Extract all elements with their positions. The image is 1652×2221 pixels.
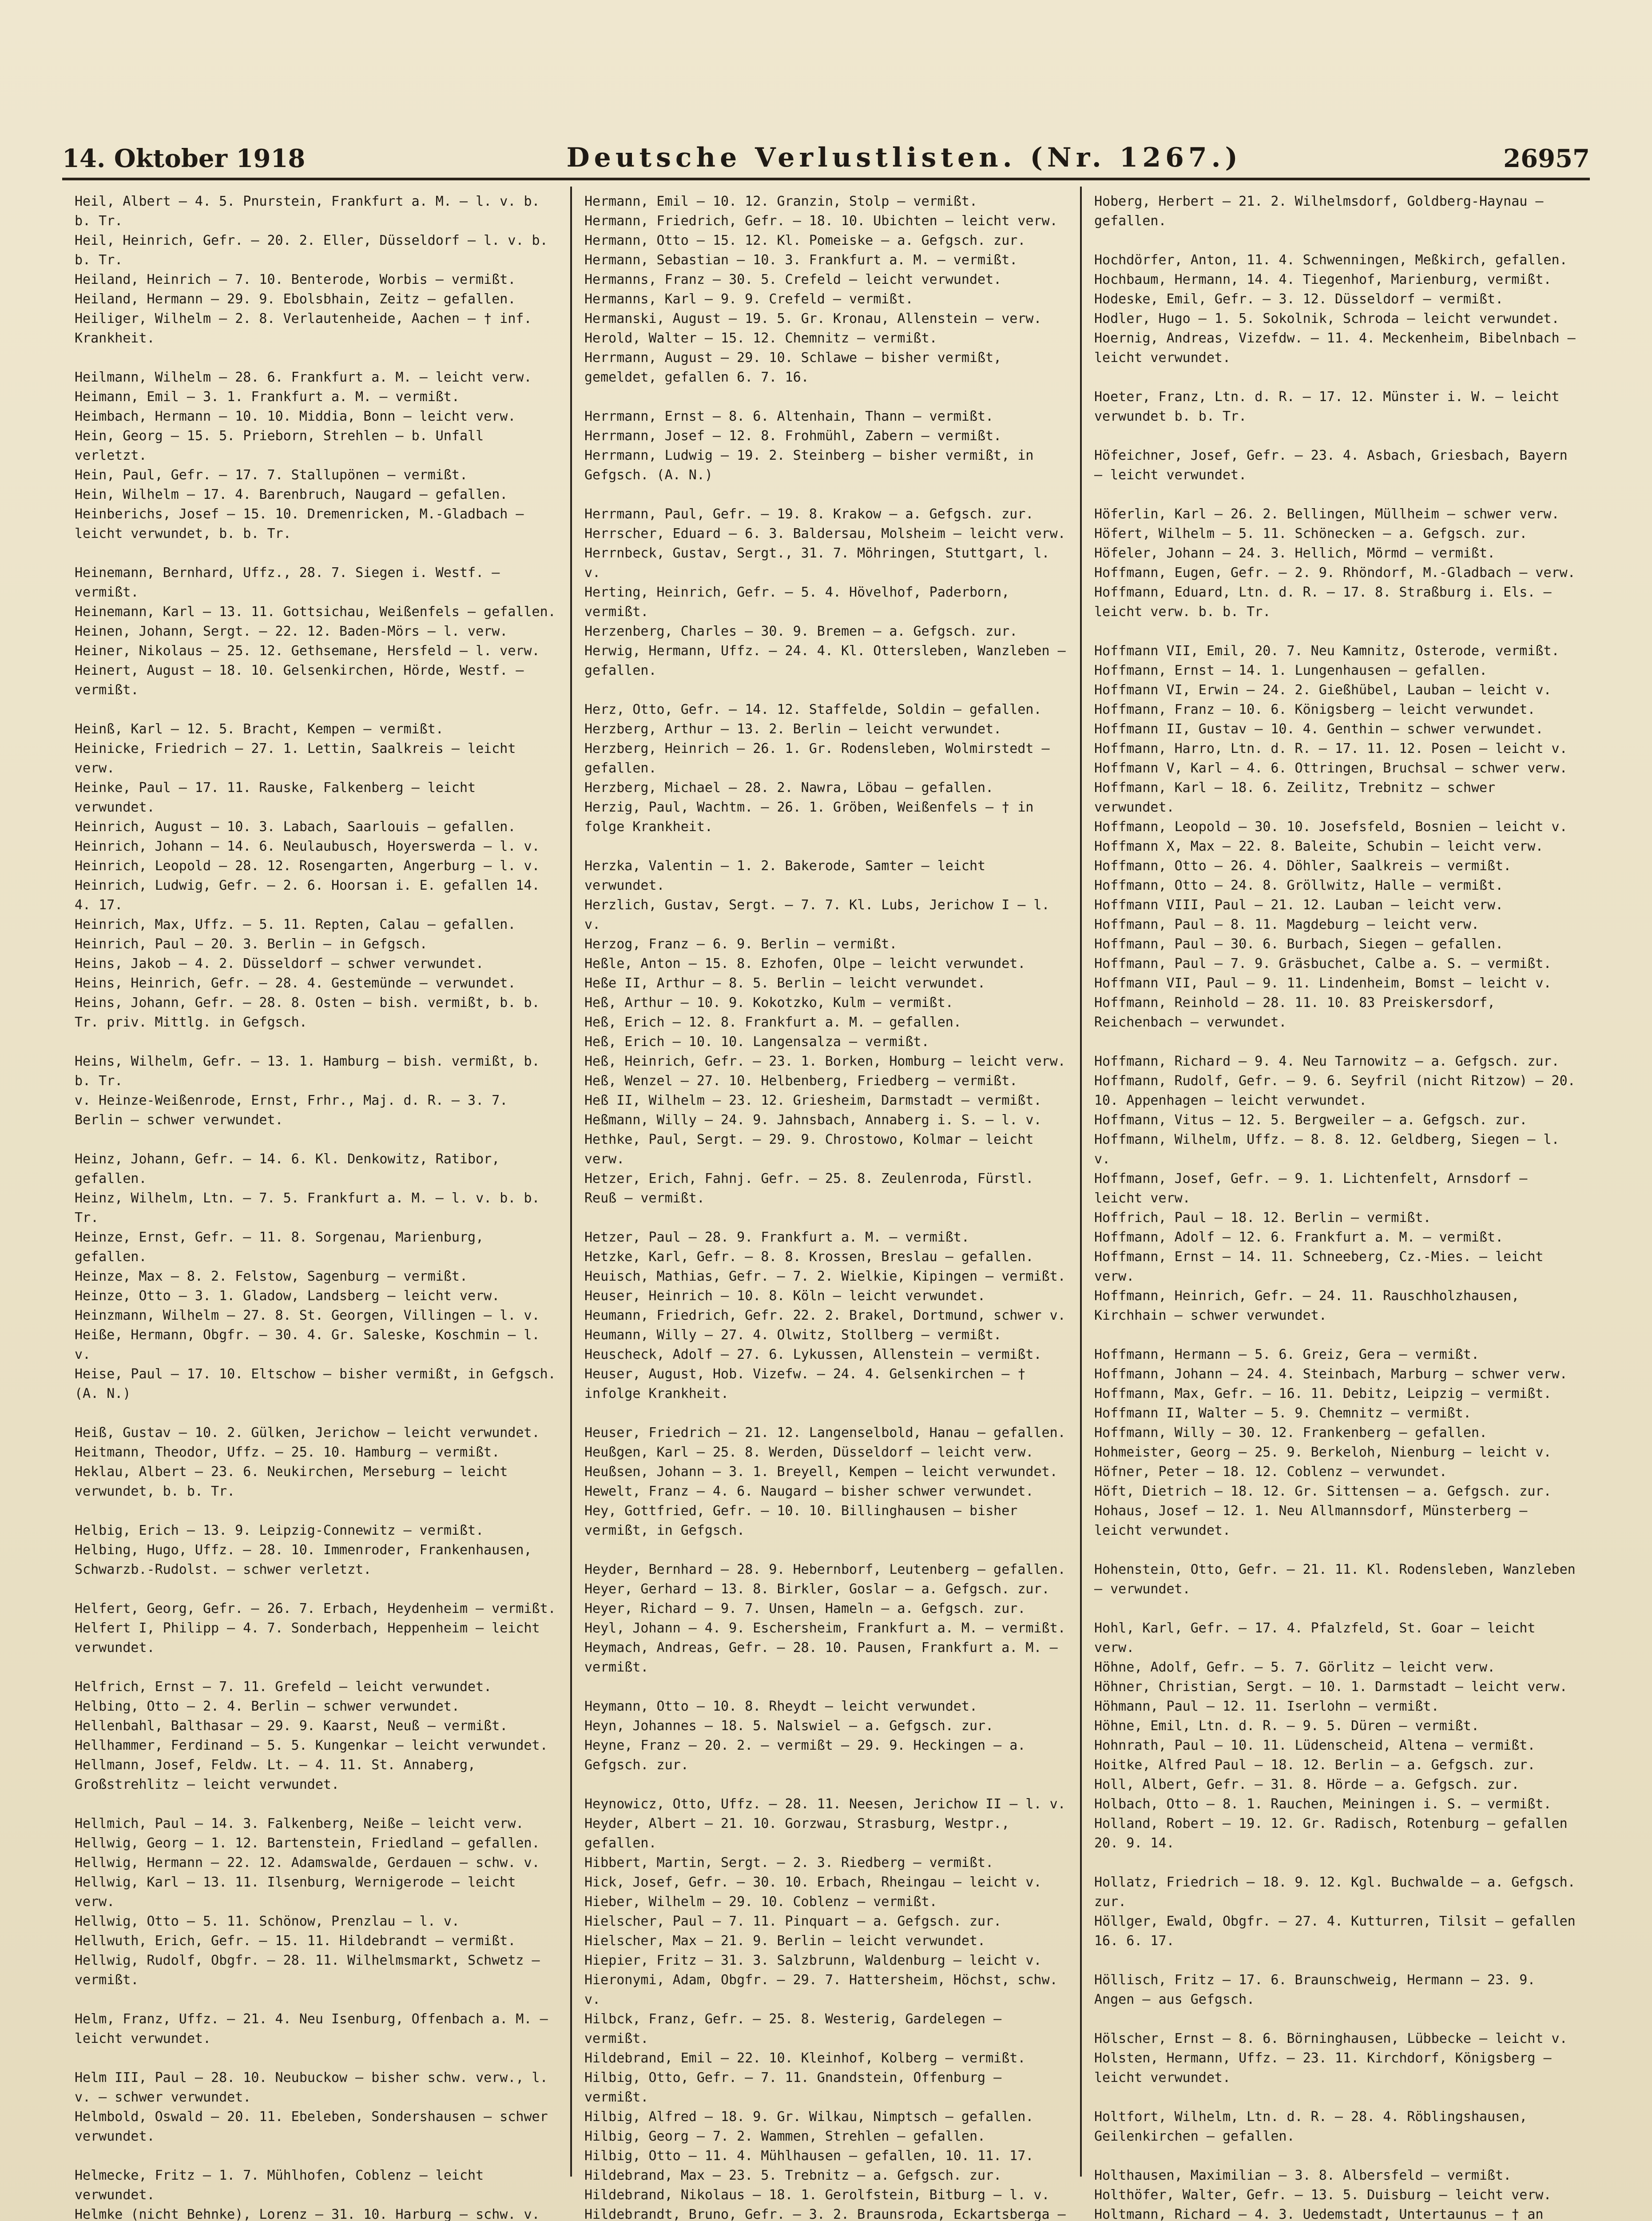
casualty-entry: Heilmann, Wilhelm — 28. 6. Frankfurt a. M. — leicht verw.	[75, 370, 532, 385]
casualty-entry	[1094, 231, 1577, 251]
casualty-entry	[1094, 1540, 1577, 1560]
casualty-entry: Herrnbeck, Gustav, Sergt., 31. 7. Möhringen, Stuttgart, l. v.	[584, 545, 1058, 581]
casualty-entry: Höllisch, Fritz — 17. 6. Braunschweig, Hermann — 23. 9. Angen — aus Gefgsch.	[1094, 1972, 1544, 2007]
casualty-entry	[75, 2049, 558, 2068]
casualty-entry	[75, 1032, 558, 1052]
casualty-entry: Herzog, Franz — 6. 9. Berlin — vermißt.	[584, 936, 897, 952]
casualty-entry: Heß, Wenzel — 27. 10. Helbenberg, Friedberg — vermißt.	[584, 1073, 1018, 1089]
casualty-entry: Heuisch, Mathias, Gefr. — 7. 2. Wielkie, Kipingen — vermißt.	[584, 1269, 1066, 1284]
casualty-entry: Hey, Gottfried, Gefr. — 10. 10. Billinghausen — bisher vermißt, in Gefgsch.	[584, 1503, 1026, 1538]
casualty-entry: Hermanns, Franz — 30. 5. Crefeld — leicht verwundet.	[584, 272, 1002, 287]
casualty-entry: Hoffmann, Richard — 9. 4. Neu Tarnowitz — a. Gefgsch. zur.	[1094, 1054, 1560, 1069]
casualty-entry	[75, 1990, 558, 2010]
casualty-entry: Hoffmann, Karl — 18. 6. Zeilitz, Trebnitz — schwer verwundet.	[1094, 780, 1504, 815]
casualty-entry: Hellwig, Otto — 5. 11. Schönow, Prenzlau — l. v.	[75, 1914, 460, 1929]
casualty-entry: Helmecke, Fritz — 1. 7. Mühlhofen, Coblenz — leicht verwundet.	[75, 2168, 492, 2203]
casualty-entry: Heinberichs, Josef — 15. 10. Dremenricken, M.-Gladbach — leicht verwundet, b. b. Tr.	[75, 506, 532, 541]
casualty-entry: Hohmeister, Georg — 25. 9. Berkeloh, Nienburg — leicht v.	[1094, 1445, 1552, 1460]
casualty-entry: Hoffmann, Wilhelm, Uffz. — 8. 8. 12. Geldberg, Siegen — l. v.	[1094, 1132, 1568, 1167]
casualty-entry: Hoffmann, Ernst — 14. 11. Schneeberg, Cz.-Mies. — leicht verw.	[1094, 1249, 1552, 1284]
casualty-entry: Helbing, Otto — 2. 4. Berlin — schwer verwundet.	[75, 1699, 460, 1714]
casualty-entry	[1094, 1853, 1577, 1873]
casualty-entry: v. Heinze-Weißenrode, Ernst, Frhr., Maj. d. R. — 3. 7. Berlin — schwer verwundet.	[75, 1093, 516, 1128]
casualty-entry	[1094, 2146, 1577, 2166]
casualty-entry: Höfert, Wilhelm — 5. 11. Schönecken — a. Gefgsch. zur.	[1094, 526, 1528, 541]
casualty-entry: Hoeter, Franz, Ltn. d. R. — 17. 12. Münster i. W. — leicht verwundet b. b. Tr.	[1094, 389, 1568, 424]
casualty-entry: Höllger, Ewald, Obgfr. — 27. 4. Kutturren, Tilsit — gefallen 16. 6. 17.	[1094, 1914, 1584, 1949]
casualty-entry: Heynowicz, Otto, Uffz. — 28. 11. Neesen, Jerichow II — l. v.	[584, 1796, 1066, 1812]
casualty-entry	[75, 1658, 558, 1677]
casualty-entry: Heumann, Willy — 27. 4. Olwitz, Stollberg — vermißt.	[584, 1327, 1002, 1343]
casualty-entry: Hohaus, Josef — 12. 1. Neu Allmannsdorf, Münsterberg — leicht verwundet.	[1094, 1503, 1536, 1538]
casualty-entry: Heymach, Andreas, Gefr. — 28. 10. Pausen, Frankfurt a. M. — vermißt.	[584, 1640, 1066, 1675]
casualty-entry	[75, 2146, 558, 2166]
casualty-entry	[75, 1501, 558, 1521]
casualty-entry: Herrmann, Paul, Gefr. — 19. 8. Krakow — a. Gefgsch. zur.	[584, 506, 1034, 522]
casualty-entry: Hilbck, Franz, Gefr. — 25. 8. Westerig, Gardelegen — vermißt.	[584, 2011, 1010, 2046]
casualty-entry	[1094, 2088, 1577, 2107]
casualty-entry: Höfeler, Johann — 24. 3. Hellich, Mörmd — vermißt.	[1094, 545, 1496, 561]
casualty-entry	[75, 700, 558, 720]
casualty-entry: Heyder, Bernhard — 28. 9. Hebernborf, Leutenberg — gefallen.	[584, 1562, 1066, 1577]
casualty-entry: Herrmann, Josef — 12. 8. Frohmühl, Zabern — vermißt.	[584, 428, 1002, 444]
publication-title	[567, 142, 1242, 173]
casualty-entry: Hewelt, Franz — 4. 6. Naugard — bisher schwer verwundet.	[584, 1484, 1034, 1499]
casualty-entry: Heinzmann, Wilhelm — 27. 8. St. Georgen, Villingen — l. v.	[75, 1308, 540, 1323]
casualty-entry: Hermanns, Karl — 9. 9. Crefeld — vermißt.	[584, 291, 913, 307]
casualty-entry: Hoffmann, Paul — 7. 9. Gräsbuchet, Calbe a. S. — vermißt.	[1094, 956, 1552, 971]
casualty-entry: Hermanski, August — 19. 5. Gr. Kronau, Allenstein — verw.	[584, 311, 1042, 326]
casualty-entry: Hick, Josef, Gefr. — 30. 10. Erbach, Rheingau — leicht v.	[584, 1875, 1042, 1890]
casualty-entry: Heinert, August — 18. 10. Gelsenkirchen, Hörde, Westf. — vermißt.	[75, 663, 532, 698]
casualty-entry	[1094, 1325, 1577, 1345]
header-rule	[62, 178, 1590, 180]
casualty-entry: Hoffmann, Eduard, Ltn. d. R. — 17. 8. Straßburg i. Els. — leicht verw. b. b. Tr.	[1094, 585, 1560, 620]
casualty-entry: Hoffmann, Paul — 30. 6. Burbach, Siegen — gefallen.	[1094, 936, 1504, 952]
casualty-entry: Hilbig, Otto, Gefr. — 7. 11. Gnandstein, Offenburg — vermißt.	[584, 2070, 1010, 2105]
casualty-entry: Hoffmann, Johann — 24. 4. Steinbach, Marburg — schwer verw.	[1094, 1366, 1568, 1382]
casualty-entry: Hellwig, Karl — 13. 11. Ilsenburg, Wernigerode — leicht verw.	[75, 1875, 524, 1910]
casualty-entry: Heußgen, Karl — 25. 8. Werden, Düsseldorf — leicht verw.	[584, 1445, 1034, 1460]
casualty-entry: Hiepier, Fritz — 31. 3. Salzbrunn, Waldenburg — leicht v.	[584, 1953, 1042, 1968]
casualty-entry: Hildebrand, Nikolaus — 18. 1. Gerolfstein, Bitburg — l. v.	[584, 2187, 1050, 2203]
casualty-entry: Hetzke, Karl, Gefr. — 8. 8. Krossen, Breslau — gefallen.	[584, 1249, 1034, 1265]
casualty-entry: Heinrich, Ludwig, Gefr. — 2. 6. Hoorsan i. E. gefallen 14. 4. 17.	[75, 878, 548, 913]
casualty-entry: Hoffmann, Willy — 30. 12. Frankenberg — gefallen.	[1094, 1425, 1488, 1441]
casualty-entry: Heumann, Friedrich, Gefr. 22. 2. Brakel, Dortmund, schwer v.	[584, 1308, 1066, 1323]
casualty-entry: Heinze, Max — 8. 2. Felstow, Sagenburg — vermißt.	[75, 1269, 468, 1284]
casualty-entry: Hochdörfer, Anton, 11. 4. Schwenningen, Meßkirch, gefallen.	[1094, 252, 1568, 268]
casualty-entry: Heklau, Albert — 23. 6. Neukirchen, Merseburg — leicht verwundet, b. b. Tr.	[75, 1464, 516, 1499]
casualty-entry: Hermann, Sebastian — 10. 3. Frankfurt a. M. — vermißt.	[584, 252, 1018, 268]
casualty-entry: Holthöfer, Walter, Gefr. — 13. 5. Duisburg — leicht verw.	[1094, 2187, 1552, 2203]
casualty-entry: Hein, Paul, Gefr. — 17. 7. Stallupönen — vermißt.	[75, 467, 468, 483]
casualty-entry: Helbing, Hugo, Uffz. — 28. 10. Immenroder, Frankenhausen, Schwarzb.-Rudolst. — schwer verletzt.	[75, 1542, 540, 1577]
casualty-entry: Hellwig, Georg — 1. 12. Bartenstein, Friedland — gefallen.	[75, 1835, 540, 1851]
casualty-entry: Heitmann, Theodor, Uffz. — 25. 10. Hamburg — vermißt.	[75, 1445, 500, 1460]
casualty-entry: Hellwig, Hermann — 22. 12. Adamswalde, Gerdauen — schw. v.	[75, 1855, 540, 1871]
casualty-entry: Herrmann, Ernst — 8. 6. Altenhain, Thann — vermißt.	[584, 409, 994, 424]
casualty-entry: Heinz, Wilhelm, Ltn. — 7. 5. Frankfurt a. M. — l. v. b. b. Tr.	[75, 1190, 548, 1226]
casualty-entry: Herzlich, Gustav, Sergt. — 7. 7. Kl. Lubs, Jerichow I — l. v.	[584, 897, 1058, 932]
casualty-entry: Heinemann, Bernhard, Uffz., 28. 7. Siegen i. Westf. — vermißt.	[75, 565, 508, 600]
casualty-entry: Hochbaum, Hermann, 14. 4. Tiegenhof, Marienburg, vermißt.	[1094, 272, 1552, 287]
casualty-entry: Holbach, Otto — 8. 1. Rauchen, Meiningen i. S. — vermißt.	[1094, 1796, 1552, 1812]
casualty-entry: Hoffmann VII, Emil, 20. 7. Neu Kamnitz, Osterode, vermißt.	[1094, 643, 1560, 659]
casualty-entry: Holl, Albert, Gefr. — 31. 8. Hörde — a. Gefgsch. zur.	[1094, 1777, 1520, 1792]
casualty-entry: Heinrich, Johann — 14. 6. Neulaubusch, Hoyerswerda — l. v.	[75, 839, 540, 854]
casualty-entry: Heinicke, Friedrich — 27. 1. Lettin, Saalkreis — leicht verw.	[75, 741, 524, 776]
casualty-entry	[584, 387, 1068, 407]
casualty-entry: Heyl, Johann — 4. 9. Eschersheim, Frankfurt a. M. — vermißt.	[584, 1620, 1066, 1636]
casualty-entry: Herzberg, Arthur — 13. 2. Berlin — leicht verwundet.	[584, 721, 1002, 737]
casualty-entry: Hoffmann, Heinrich, Gefr. — 24. 11. Rauschholzhausen, Kirchhain — schwer verwundet.	[1094, 1288, 1528, 1323]
casualty-entry: Heinrich, Leopold — 28. 12. Rosengarten, Angerburg — l. v.	[75, 858, 540, 874]
casualty-entry: Helmke (nicht Behnke), Lorenz — 31. 10. Harburg — schw. v.	[75, 2207, 540, 2221]
casualty-entry: Hielscher, Paul — 7. 11. Pinquart — a. Gefgsch. zur.	[584, 1914, 1002, 1929]
casualty-entry: Herwig, Hermann, Uffz. — 24. 4. Kl. Ottersleben, Wanzleben — gefallen.	[584, 643, 1074, 678]
casualty-entry: Heße II, Arthur — 8. 5. Berlin — leicht verwundet.	[584, 975, 986, 991]
casualty-entry: Hohnrath, Paul — 10. 11. Lüdenscheid, Altena — vermißt.	[1094, 1738, 1536, 1753]
issue-date: 14. Oktober 1918	[62, 144, 306, 173]
casualty-entry: Hohl, Karl, Gefr. — 17. 4. Pfalzfeld, St. Goar — leicht verw.	[1094, 1620, 1544, 1656]
casualty-entry: Hellhammer, Ferdinand — 5. 5. Kungenkar — leicht verwundet.	[75, 1738, 548, 1753]
casualty-entry: Heß, Heinrich, Gefr. — 23. 1. Borken, Homburg — leicht verw.	[584, 1054, 1066, 1069]
casualty-entry: Heyder, Albert — 21. 10. Gorzwau, Strasburg, Westpr., gefallen.	[584, 1816, 1018, 1851]
casualty-entry: Höhmann, Paul — 12. 11. Iserlohn — vermißt.	[1094, 1699, 1439, 1714]
casualty-entry: Heinrich, Paul — 20. 3. Berlin — in Gefgsch.	[75, 936, 428, 952]
casualty-entry: Hoffmann, Paul — 8. 11. Magdeburg — leicht verw.	[1094, 917, 1479, 932]
casualty-entry: Hodeske, Emil, Gefr. — 3. 12. Düsseldorf — vermißt.	[1094, 291, 1504, 307]
casualty-entry: Heinrich, August — 10. 3. Labach, Saarlouis — gefallen.	[75, 819, 516, 835]
casualty-entry: Hodler, Hugo — 1. 5. Sokolnik, Schroda — leicht verwundet.	[1094, 311, 1560, 326]
casualty-entry: Hermann, Emil — 10. 12. Granzin, Stolp — vermißt.	[584, 194, 978, 209]
casualty-entry: Hildebrand, Emil — 22. 10. Kleinhof, Kolberg — vermißt.	[584, 2050, 1026, 2066]
casualty-entry: Hieronymi, Adam, Obgfr. — 29. 7. Hattersheim, Höchst, schw. v.	[584, 1972, 1066, 2007]
casualty-entry: Hoffmann, Eugen, Gefr. — 2. 9. Rhöndorf, M.-Gladbach — verw.	[1094, 565, 1576, 581]
casualty-entry: Heinz, Johann, Gefr. — 14. 6. Kl. Denkowitz, Ratibor, gefallen.	[75, 1151, 508, 1186]
casualty-entry: Heß, Erich — 12. 8. Frankfurt a. M. — gefallen.	[584, 1015, 961, 1030]
casualty-entry: Heinze, Otto — 3. 1. Gladow, Landsberg — leicht verw.	[75, 1288, 500, 1304]
casualty-entry: Heyn, Johannes — 18. 5. Nalswiel — a. Gefgsch. zur.	[584, 1718, 994, 1734]
casualty-entry: Helmbold, Oswald — 20. 11. Ebeleben, Sondershausen — schwer verwundet.	[75, 2109, 556, 2144]
casualty-entry	[584, 837, 1068, 856]
casualty-entry: Heyne, Franz — 20. 2. — vermißt — 29. 9. Heckingen — a. Gefgsch. zur.	[584, 1738, 1034, 1773]
casualty-entry: Hein, Georg — 15. 5. Prieborn, Strehlen — b. Unfall verletzt.	[75, 428, 492, 463]
casualty-entry: Hoffmann, Harro, Ltn. d. R. — 17. 11. 12. Posen — leicht v.	[1094, 741, 1568, 756]
casualty-entry	[75, 348, 558, 368]
casualty-entry: Holtfort, Wilhelm, Ltn. d. R. — 28. 4. Röblingshausen, Geilenkirchen — gefallen.	[1094, 2109, 1536, 2144]
casualty-entry: Heins, Jakob — 4. 2. Düsseldorf — schwer verwundet.	[75, 956, 484, 971]
casualty-entry: Hoffmann, Max, Gefr. — 16. 11. Debitz, Leipzig — vermißt.	[1094, 1386, 1552, 1401]
casualty-entry: Hoffmann, Hermann — 5. 6. Greiz, Gera — vermißt.	[1094, 1347, 1479, 1362]
casualty-entry: Hellmann, Josef, Feldw. Lt. — 4. 11. St. Annaberg, Großstrehlitz — leicht verwundet.	[75, 1757, 484, 1792]
casualty-entry: Heins, Johann, Gefr. — 28. 8. Osten — bish. vermißt, b. b. Tr. priv. Mittlg. in Gefgsch.	[75, 995, 548, 1030]
casualty-entry: Hildebrandt, Bruno, Gefr. — 3. 2. Braunsroda, Eckartsberga —	[584, 2207, 1066, 2221]
casualty-entry: Heinke, Paul — 17. 11. Rauske, Falkenberg — leicht verwundet.	[75, 780, 484, 815]
casualty-entry: Heiland, Hermann — 29. 9. Ebolsbhain, Zeitz — gefallen.	[75, 291, 516, 307]
casualty-entry: Hoffmann, Reinhold — 28. 11. 10. 83 Preiskersdorf, Reichenbach — verwundet.	[1094, 995, 1504, 1030]
casualty-entry: Heiße, Hermann, Obgfr. — 30. 4. Gr. Saleske, Koschmin — l. v.	[75, 1327, 548, 1362]
publication-name: Deutsche Verlustlisten.	[566, 142, 1017, 173]
casualty-entry: Hoffmann, Adolf — 12. 6. Frankfurt a. M. — vermißt.	[1094, 1230, 1504, 1245]
casualty-entry: Hoffmann II, Walter — 5. 9. Chemnitz — vermißt.	[1094, 1405, 1471, 1421]
casualty-entry: Helfert, Georg, Gefr. — 26. 7. Erbach, Heydenheim — vermißt.	[75, 1601, 556, 1616]
casualty-entry: Herzka, Valentin — 1. 2. Bakerode, Samter — leicht verwundet.	[584, 858, 994, 893]
casualty-entry: Hethke, Paul, Sergt. — 29. 9. Chrostowo, Kolmar — leicht verw.	[584, 1132, 1042, 1167]
casualty-entry: Hilbig, Georg — 7. 2. Wammen, Strehlen — gefallen.	[584, 2129, 986, 2144]
casualty-entry: Hibbert, Martin, Sergt. — 2. 3. Riedberg — vermißt.	[584, 1855, 994, 1871]
casualty-entry: Hoffmann X, Max — 22. 8. Baleite, Schubin — leicht verw.	[1094, 839, 1544, 854]
casualty-entry: Höferlin, Karl — 26. 2. Bellingen, Müllheim — schwer verw.	[1094, 506, 1560, 522]
casualty-entry: Höft, Dietrich — 18. 12. Gr. Sittensen — a. Gefgsch. zur.	[1094, 1484, 1552, 1499]
casualty-entry: Helfrich, Ernst — 7. 11. Grefeld — leicht verwundet.	[75, 1679, 492, 1695]
casualty-entry	[1094, 485, 1577, 505]
casualty-entry: Heuser, Heinrich — 10. 8. Köln — leicht verwundet.	[584, 1288, 986, 1304]
casualty-entry	[1094, 368, 1577, 387]
casualty-entry	[584, 1677, 1068, 1697]
casualty-entry: Heinß, Karl — 12. 5. Bracht, Kempen — vermißt.	[75, 721, 444, 737]
casualty-entry	[584, 1404, 1068, 1423]
casualty-entry: Heinze, Ernst, Gefr. — 11. 8. Sorgenau, Marienburg, gefallen.	[75, 1230, 492, 1265]
casualty-entry: Hein, Wilhelm — 17. 4. Barenbruch, Naugard — gefallen.	[75, 487, 508, 502]
casualty-entry: Höfner, Peter — 18. 12. Coblenz — verwundet.	[1094, 1464, 1447, 1480]
column-middle	[570, 187, 1080, 2221]
casualty-entry: Herz, Otto, Gefr. — 14. 12. Staffelde, Soldin — gefallen.	[584, 702, 1042, 717]
casualty-entry	[1094, 622, 1577, 641]
casualty-entry: Höhne, Emil, Ltn. d. R. — 9. 5. Düren — vermißt.	[1094, 1718, 1479, 1734]
casualty-entry	[75, 1580, 558, 1599]
column-left	[62, 187, 570, 2221]
casualty-entry: Hermann, Otto — 15. 12. Kl. Pomeiske — a. Gefgsch. zur.	[584, 233, 1026, 248]
casualty-entry: Herzenberg, Charles — 30. 9. Bremen — a. Gefgsch. zur.	[584, 624, 1018, 639]
casualty-columns	[62, 187, 1590, 2221]
casualty-entry: Höfeichner, Josef, Gefr. — 23. 4. Asbach, Griesbach, Bayern — leicht verwundet.	[1094, 448, 1576, 483]
casualty-entry	[584, 1775, 1068, 1795]
casualty-entry: Heinrich, Max, Uffz. — 5. 11. Repten, Calau — gefallen.	[75, 917, 516, 932]
casualty-entry: Hollatz, Friedrich — 18. 9. 12. Kgl. Buchwalde — a. Gefgsch. zur.	[1094, 1875, 1584, 1910]
casualty-entry	[1094, 1599, 1577, 1619]
casualty-entry: Hellwuth, Erich, Gefr. — 15. 11. Hildebrandt — vermißt.	[75, 1933, 516, 1949]
casualty-entry: Hoffmann VII, Paul — 9. 11. Lindenheim, Bomst — leicht v.	[1094, 975, 1552, 991]
casualty-entry: Hoitke, Alfred Paul — 18. 12. Berlin — a. Gefgsch. zur.	[1094, 1757, 1536, 1773]
casualty-entry: Höhner, Christian, Sergt. — 10. 1. Darmstadt — leicht verw.	[1094, 1679, 1568, 1695]
casualty-entry: Heins, Wilhelm, Gefr. — 13. 1. Hamburg — bish. vermißt, b. b. Tr.	[75, 1054, 548, 1089]
casualty-entry: Hoffmann, Otto — 24. 8. Gröllwitz, Halle — vermißt.	[1094, 878, 1504, 893]
casualty-entry: Heß, Arthur — 10. 9. Kokotzko, Kulm — vermißt.	[584, 995, 953, 1011]
casualty-entry: Hoffmann, Josef, Gefr. — 9. 1. Lichtenfelt, Arnsdorf — leicht verw.	[1094, 1171, 1536, 1206]
casualty-entry: Helm III, Paul — 28. 10. Neubuckow — bisher schw. verw., l. v. — schwer verwundet.	[75, 2070, 556, 2105]
casualty-entry: Hölscher, Ernst — 8. 6. Börninghausen, Lübbecke — leicht v.	[1094, 2031, 1568, 2046]
casualty-entry: Hellmich, Paul — 14. 3. Falkenberg, Neiße — leicht verw.	[75, 1816, 524, 1831]
casualty-entry: Herzberg, Michael — 28. 2. Nawra, Löbau — gefallen.	[584, 780, 994, 796]
casualty-entry	[584, 681, 1068, 700]
casualty-entry: Hoffmann, Vitus — 12. 5. Bergweiler — a. Gefgsch. zur.	[1094, 1112, 1528, 1128]
casualty-entry: Heyer, Richard — 9. 7. Unsen, Hameln — a. Gefgsch. zur.	[584, 1601, 1026, 1616]
casualty-entry: Heußsen, Johann — 3. 1. Breyell, Kempen — leicht verwundet.	[584, 1464, 1058, 1480]
casualty-entry: Helm, Franz, Uffz. — 21. 4. Neu Isenburg, Offenbach a. M. — leicht verwundet.	[75, 2011, 556, 2046]
casualty-entry: Holthausen, Maximilian — 3. 8. Albersfeld — vermißt.	[1094, 2168, 1512, 2183]
casualty-entry: Heuscheck, Adolf — 27. 6. Lykussen, Allenstein — vermißt.	[584, 1347, 1042, 1362]
casualty-entry	[1094, 2010, 1577, 2029]
casualty-entry: Hoffmann VIII, Paul — 21. 12. Lauban — leicht verw.	[1094, 897, 1504, 913]
casualty-entry: Heßle, Anton — 15. 8. Ezhofen, Olpe — leicht verwundet.	[584, 956, 1026, 971]
casualty-entry: Hellenbahl, Balthasar — 29. 9. Kaarst, Neuß — vermißt.	[75, 1718, 508, 1734]
casualty-entry: Heiner, Nikolaus — 25. 12. Gethsemane, Hersfeld — l. verw.	[75, 643, 540, 659]
casualty-entry	[584, 485, 1068, 505]
casualty-entry: Hildebrand, Max — 23. 5. Trebnitz — a. Gefgsch. zur.	[584, 2168, 1002, 2183]
casualty-entry: Hoffmann, Otto — 26. 4. Döhler, Saalkreis — vermißt.	[1094, 858, 1512, 874]
casualty-entry: Heiland, Heinrich — 7. 10. Benterode, Worbis — vermißt.	[75, 272, 516, 287]
page-header	[62, 133, 1590, 173]
casualty-entry: Hermann, Friedrich, Gefr. — 18. 10. Ubichten — leicht verw.	[584, 213, 1058, 229]
casualty-entry: Höhne, Adolf, Gefr. — 5. 7. Görlitz — leicht verw.	[1094, 1660, 1496, 1675]
casualty-entry: Hellwig, Rudolf, Obgfr. — 28. 11. Wilhelmsmarkt, Schwetz — vermißt.	[75, 1953, 548, 1988]
casualty-entry	[584, 1540, 1068, 1560]
casualty-entry: Helfert I, Philipp — 4. 7. Sonderbach, Heppenheim — leicht verwundet.	[75, 1620, 548, 1656]
casualty-entry: Hoffmann, Rudolf, Gefr. — 9. 6. Seyfril (nicht Ritzow) — 20. 10. Appenhagen — leicht verwundet.	[1094, 1073, 1584, 1108]
casualty-entry: Hoffmann, Leopold — 30. 10. Josefsfeld, Bosnien — leicht v.	[1094, 819, 1568, 835]
casualty-entry: Heiß, Gustav — 10. 2. Gülken, Jerichow — leicht verwundet.	[75, 1425, 540, 1441]
casualty-entry: Herzberg, Heinrich — 26. 1. Gr. Rodensleben, Wolmirstedt — gefallen.	[584, 741, 1058, 776]
casualty-entry	[75, 1404, 558, 1423]
casualty-entry: Herzig, Paul, Wachtm. — 26. 1. Gröben, Weißenfels — † in folge Krankheit.	[584, 800, 1042, 835]
casualty-entry: Hoffrich, Paul — 18. 12. Berlin — vermißt.	[1094, 1210, 1431, 1226]
casualty-entry: Heßmann, Willy — 24. 9. Jahnsbach, Annaberg i. S. — l. v.	[584, 1112, 1042, 1128]
casualty-entry: Heinemann, Karl — 13. 11. Gottsichau, Weißenfels — gefallen.	[75, 604, 556, 620]
casualty-entry: Heimann, Emil — 3. 1. Frankfurt a. M. — vermißt.	[75, 389, 460, 405]
casualty-entry: Hoberg, Herbert — 21. 2. Wilhelmsdorf, Goldberg-Haynau — gefallen.	[1094, 194, 1552, 229]
casualty-entry: Heins, Heinrich, Gefr. — 28. 4. Gestemünde — verwundet.	[75, 975, 516, 991]
casualty-entry: Hoffmann, Franz — 10. 6. Königsberg — leicht verwundet.	[1094, 702, 1536, 717]
casualty-entry: Herrmann, August — 29. 10. Schlawe — bisher vermißt, gemeldet, gefallen 6. 7. 16.	[584, 350, 1010, 385]
casualty-entry: Herold, Walter — 15. 12. Chemnitz — vermißt.	[584, 330, 937, 346]
casualty-entry	[1094, 1032, 1577, 1052]
casualty-entry	[75, 544, 558, 563]
casualty-entry: Heuser, August, Hob. Vizefw. — 24. 4. Gelsenkirchen — † infolge Krankheit.	[584, 1366, 1034, 1401]
casualty-entry: Hoffmann VI, Erwin — 24. 2. Gießhübel, Lauban — leicht v.	[1094, 682, 1552, 698]
casualty-entry: Hilbig, Alfred — 18. 9. Gr. Wilkau, Nimptsch — gefallen.	[584, 2109, 1034, 2125]
casualty-entry: Heinen, Johann, Sergt. — 22. 12. Baden-Mörs — l. verw.	[75, 624, 508, 639]
casualty-entry: Heß, Erich — 10. 10. Langensalza — vermißt.	[584, 1034, 929, 1050]
casualty-entry: Holland, Robert — 19. 12. Gr. Radisch, Rotenburg — gefallen 20. 9. 14.	[1094, 1816, 1576, 1851]
casualty-entry: Heß II, Wilhelm — 23. 12. Griesheim, Darmstadt — vermißt.	[584, 1093, 1042, 1108]
casualty-entry: Hieber, Wilhelm — 29. 10. Coblenz — vermißt.	[584, 1894, 937, 1910]
casualty-entry: Herrscher, Eduard — 6. 3. Baldersau, Molsheim — leicht verw.	[584, 526, 1066, 541]
casualty-entry: Heiliger, Wilhelm — 2. 8. Verlautenheide, Aachen — † inf. Krankheit.	[75, 311, 540, 346]
casualty-entry: Heil, Heinrich, Gefr. — 20. 2. Eller, Düsseldorf — l. v. b. b. Tr.	[75, 233, 556, 268]
casualty-entry: Hetzer, Paul — 28. 9. Frankfurt a. M. — vermißt.	[584, 1230, 969, 1245]
casualty-entry: Hoffmann V, Karl — 4. 6. Ottringen, Bruchsal — schwer verw.	[1094, 760, 1568, 776]
casualty-entry: Heimbach, Hermann — 10. 10. Middia, Bonn — leicht verw.	[75, 409, 516, 424]
casualty-entry: Heymann, Otto — 10. 8. Rheydt — leicht verwundet.	[584, 1699, 978, 1714]
casualty-entry: Holtmann, Richard — 4. 3. Uedemstadt, Untertaunus — † an	[1094, 2207, 1544, 2221]
casualty-entry: Herting, Heinrich, Gefr. — 5. 4. Hövelhof, Paderborn, vermißt.	[584, 585, 1018, 620]
casualty-entry: Hohenstein, Otto, Gefr. — 21. 11. Kl. Rodensleben, Wanzleben — verwundet.	[1094, 1562, 1584, 1597]
casualty-entry: Hilbig, Otto — 11. 4. Mühlhausen — gefallen, 10. 11. 17.	[584, 2148, 1034, 2164]
casualty-entry	[75, 1795, 558, 1814]
casualty-entry	[1094, 426, 1577, 446]
casualty-entry: Helbig, Erich — 13. 9. Leipzig-Connewitz — vermißt.	[75, 1523, 484, 1538]
casualty-entry: Hoffmann II, Gustav — 10. 4. Genthin — schwer verwundet.	[1094, 721, 1544, 737]
casualty-entry: Heyer, Gerhard — 13. 8. Birkler, Goslar — a. Gefgsch. zur.	[584, 1581, 1050, 1597]
casualty-entry	[584, 1208, 1068, 1228]
casualty-entry: Hoernig, Andreas, Vizefdw. — 11. 4. Meckenheim, Bibelnbach — leicht verwundet.	[1094, 330, 1584, 366]
casualty-entry	[1094, 1951, 1577, 1970]
casualty-entry: Heise, Paul — 17. 10. Eltschow — bisher vermißt, in Gefgsch. (A. N.)	[75, 1366, 564, 1401]
casualty-entry: Holsten, Hermann, Uffz. — 23. 11. Kirchdorf, Königsberg — leicht verwundet.	[1094, 2050, 1560, 2086]
casualty-entry: Heil, Albert — 4. 5. Pnurstein, Frankfurt a. M. — l. v. b. b. Tr.	[75, 194, 548, 229]
issue-number: (Nr. 1267.)	[1030, 142, 1242, 173]
casualty-entry: Heuser, Friedrich — 21. 12. Langenselbold, Hanau — gefallen.	[584, 1425, 1066, 1441]
casualty-entry	[75, 1130, 558, 1150]
casualty-entry: Hetzer, Erich, Fahnj. Gefr. — 25. 8. Zeulenroda, Fürstl. Reuß — vermißt.	[584, 1171, 1042, 1206]
column-right	[1080, 187, 1590, 2221]
casualty-entry: Hielscher, Max — 21. 9. Berlin — leicht verwundet.	[584, 1933, 986, 1949]
page-number: 26957	[1503, 144, 1590, 173]
casualty-entry: Hoffmann, Ernst — 14. 1. Lungenhausen — gefallen.	[1094, 663, 1488, 678]
casualty-entry: Herrmann, Ludwig — 19. 2. Steinberg — bisher vermißt, in Gefgsch. (A. N.)	[584, 448, 1042, 483]
